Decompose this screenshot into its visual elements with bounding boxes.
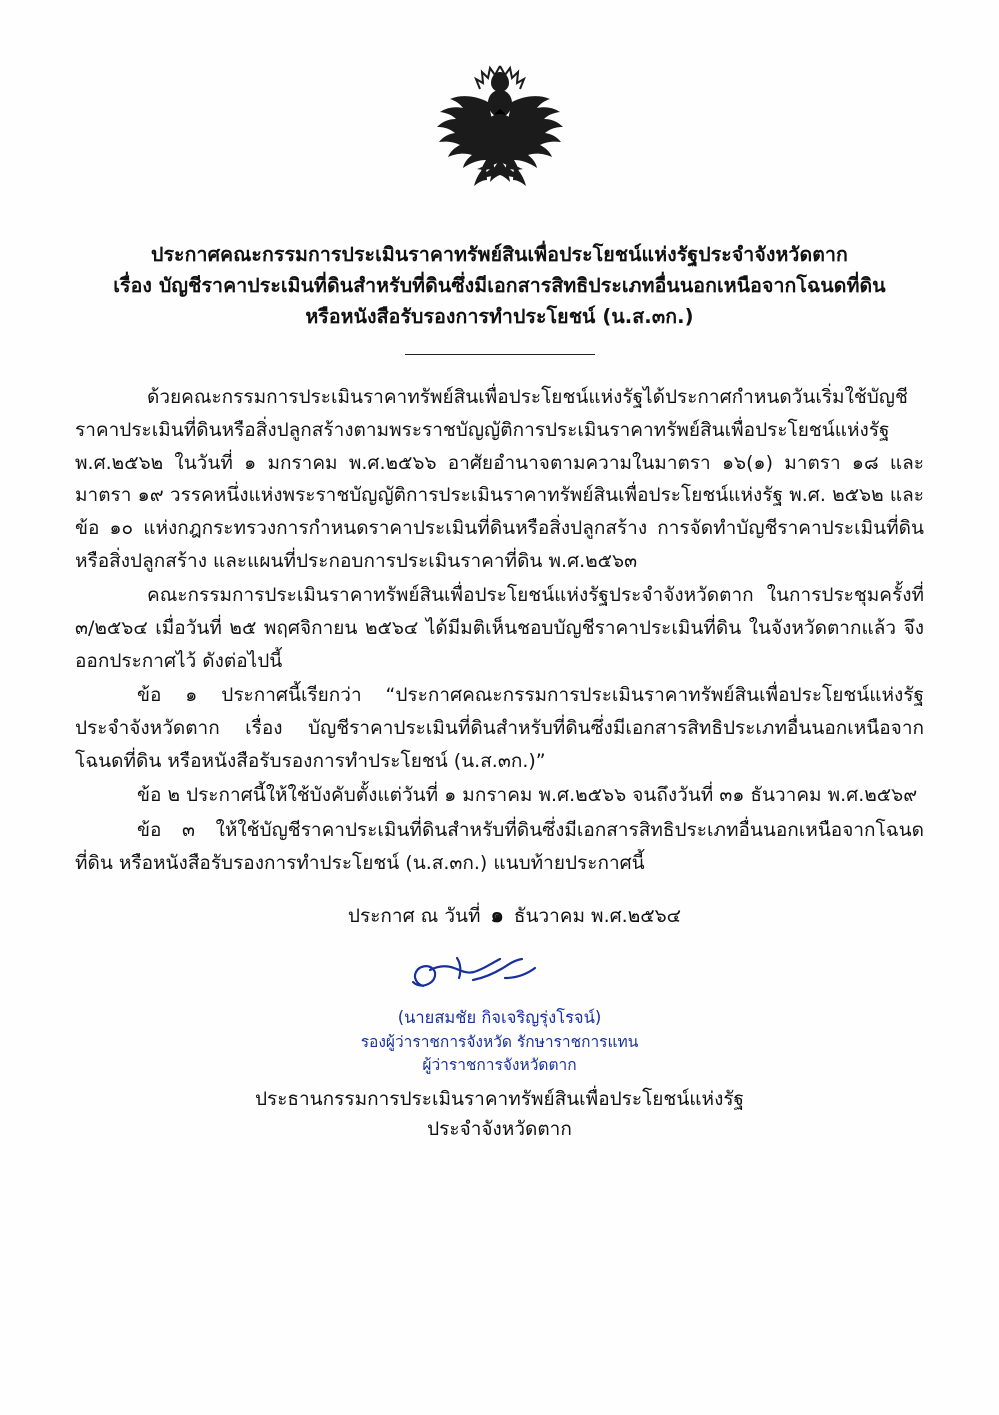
signature-name: (นายสมชัย กิจเจริญรุ่งโรจน์) bbox=[397, 1008, 602, 1028]
handwritten-signature-icon bbox=[395, 948, 605, 1004]
heading-line-2: เรื่อง บัญชีราคาประเมินที่ดินสำหรับที่ดินซึ่งมีเอกสารสิทธิประเภทอื่นนอกเหนือจากโฉนดที่ดิน bbox=[113, 273, 886, 297]
document-body bbox=[75, 381, 924, 879]
announce-day: ๑ bbox=[490, 903, 504, 928]
heading-line-3: หรือหนังสือรับรองการทำประโยชน์ (น.ส.๓ก.) bbox=[305, 304, 694, 328]
paragraph-1: ด้วยคณะกรรมการประเมินราคาทรัพย์สินเพื่อประโยชน์แห่งรัฐได้ประกาศกำหนดวันเริ่มใช้บัญชีราคาประเมินที่ดินหรือสิ่งปลูกสร้างตามพระราชบัญญัติการประเมินราคาทรัพย์สินเพื่อประโยชน์แห่งรัฐ พ.ศ.๒๕๖๒ ในวันที่ ๑ มกราคม พ.ศ.๒๕๖๖ อาศัยอำนาจตามความในมาตรา ๑๖(๑) มาตรา ๑๘ และมาตรา ๑๙ วรรคหนึ่งแห่งพระราชบัญญัติการประเมินราคาทรัพย์สินเพื่อประโยชน์แห่งรัฐ พ.ศ. ๒๕๖๒ และข้อ ๑๐ แห่งกฎกระทรวงการกำหนดราคาประเมินที่ดินหรือสิ่งปลูกสร้าง การจัดทำบัญชีราคาประเมินที่ดินหรือสิ่งปลูกสร้าง และแผนที่ประกอบการประเมินราคาที่ดิน พ.ศ.๒๕๖๓ bbox=[75, 386, 924, 572]
signature-block bbox=[75, 948, 924, 1144]
emblem-container bbox=[75, 0, 924, 212]
paragraph-3-clause-1: ข้อ ๑ ประกาศนี้เรียกว่า “ประกาศคณะกรรมการประเมินราคาทรัพย์สินเพื่อประโยชน์แห่งรัฐประจำจังหวัดตาก เรื่อง บัญชีราคาประเมินที่ดินสำหรับที่ดินซึ่งมีเอกสารสิทธิประเภทอื่นนอกเหนือจากโฉนดที่ดิน หรือหนังสือรับรองการทำประโยชน์ (น.ส.๓ก.)” bbox=[75, 684, 924, 772]
signature-title-line-1: ประธานกรรมการประเมินราคาทรัพย์สินเพื่อประโยชน์แห่งรัฐ bbox=[254, 1087, 745, 1110]
garuda-emblem bbox=[420, 62, 580, 212]
announcement-date-line bbox=[75, 899, 924, 932]
announce-suffix: ธันวาคม พ.ศ.๒๕๖๔ bbox=[513, 905, 682, 928]
paragraph-2: คณะกรรมการประเมินราคาทรัพย์สินเพื่อประโยชน์แห่งรัฐประจำจังหวัดตาก ในการประชุมครั้งที่ ๓/๒๕๖๔ เมื่อวันที่ ๒๕ พฤศจิกายน ๒๕๖๔ ได้มีมติเห็นชอบบัญชีราคาประเมินที่ดิน ในจังหวัดตากแล้ว จึงออกประกาศไว้ ดังต่อไปนี้ bbox=[75, 584, 924, 672]
paragraph-4-clause-2: ข้อ ๒ ประกาศนี้ให้ใช้บังคับตั้งแต่วันที่ ๑ มกราคม พ.ศ.๒๕๖๖ จนถึงวันที่ ๓๑ ธันวาคม พ.ศ.๒๕๖๙ bbox=[137, 784, 918, 807]
heading-line-1: ประกาศคณะกรรมการประเมินราคาทรัพย์สินเพื่อประโยชน์แห่งรัฐประจำจังหวัดตาก bbox=[151, 243, 848, 266]
signature-title-line-2: ประจำจังหวัดตาก bbox=[427, 1118, 572, 1141]
signature-role-line-2: ผู้ว่าราชการจังหวัดตาก bbox=[422, 1056, 577, 1075]
announce-prefix: ประกาศ ณ วันที่ bbox=[347, 905, 481, 928]
heading-divider bbox=[405, 354, 595, 355]
paragraph-5-clause-3: ข้อ ๓ ให้ใช้บัญชีราคาประเมินที่ดินสำหรับที่ดินซึ่งมีเอกสารสิทธิประเภทอื่นนอกเหนือจากโฉนดที่ดิน หรือหนังสือรับรองการทำประโยชน์ (น.ส.๓ก.) แนบท้ายประกาศนี้ bbox=[75, 819, 924, 874]
document-heading bbox=[75, 240, 924, 332]
signature-role-line-1: รองผู้ว่าราชการจังหวัด รักษาราชการแทน bbox=[360, 1033, 639, 1052]
